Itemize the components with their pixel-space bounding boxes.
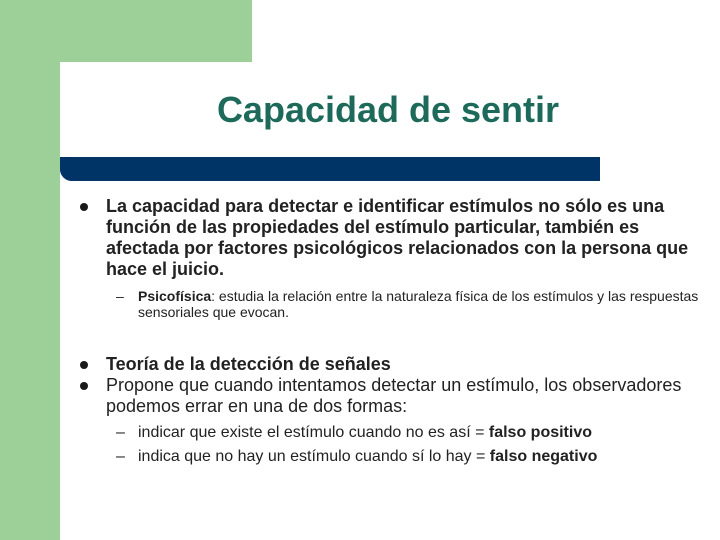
dash-icon: – [116,448,125,465]
dash-icon: – [116,288,124,304]
bullet-text: Teoría de la detección de señales [106,354,391,374]
sub-bullet-text: indicar que existe el estímulo cuando no es así = [138,424,489,441]
sub-bullet-item [80,288,700,320]
slide-title: Capacidad de sentir [216,89,560,130]
bullet-text: La capacidad para detectar e identificar estímulos no sólo es una función de las propiedades del estímulo particular, también es afectada por factores psicológicos relacionados con la persona que hace el juicio. [106,196,689,279]
decor-left-band [0,0,60,540]
bullet-item [80,375,700,417]
sub-bullet-text: indica que no hay un estímulo cuando sí lo hay = [138,448,490,465]
bullet-dot-icon [80,203,88,211]
sub-bullet-item [80,445,700,469]
title-underline-bar [60,157,600,181]
sub-bullet-emphasis: falso negativo [489,448,598,465]
dash-icon: – [116,424,125,441]
bullet-text: Propone que cuando intentamos detectar un estímulo, los observadores podemos errar en una de dos formas: [106,375,682,416]
bullet-item [80,196,700,280]
bullet-dot-icon [80,382,88,390]
bullet-item [80,354,700,375]
decor-corner [60,62,100,102]
sub-bullet-term: Psicofísica [138,288,212,304]
bullet-dot-icon [80,361,88,369]
sub-bullet-emphasis: falso positivo [488,424,592,441]
sub-bullet-item [80,421,700,445]
sub-bullet-text: : estudia la relación entre la naturaleza física de los estímulos y las respuestas sensoriales que evocan. [138,288,699,320]
slide-body [80,196,700,469]
